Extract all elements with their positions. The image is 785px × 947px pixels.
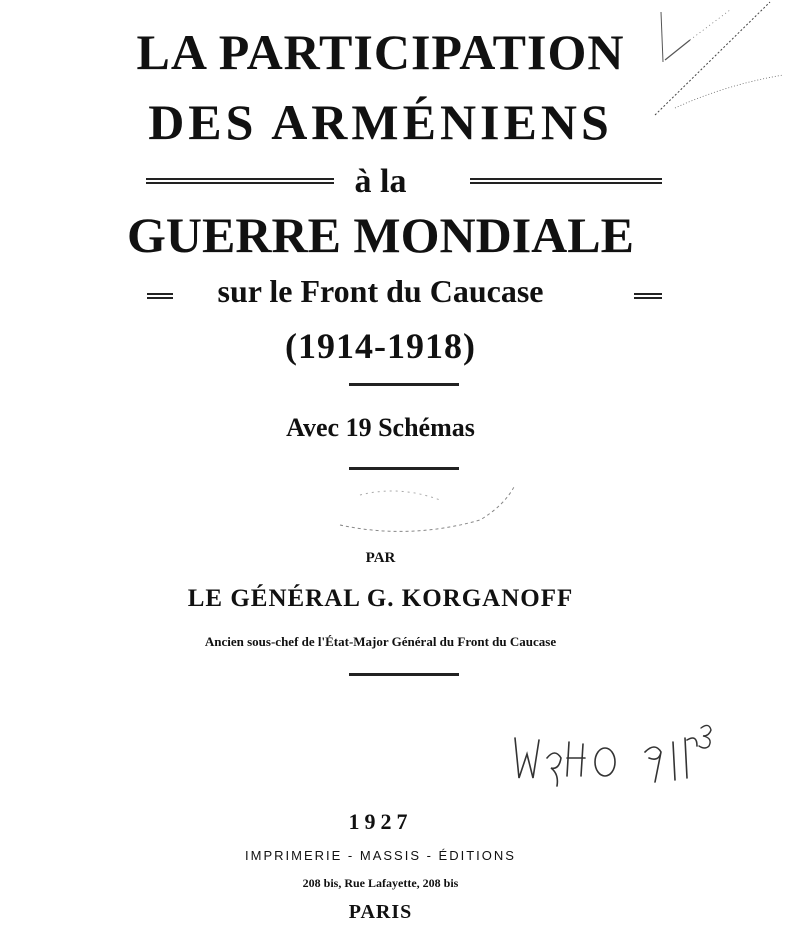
title-line-2: DES ARMÉNIENS <box>148 94 613 150</box>
ornament-small-rule-right <box>634 293 662 299</box>
publisher-line: IMPRIMERIE - MASSIS - ÉDITIONS <box>245 848 516 863</box>
ornament-double-rule-right <box>470 178 662 184</box>
title-years: (1914-1918) <box>285 326 476 366</box>
divider-rule-3 <box>349 673 459 676</box>
pencil-marks-top-right <box>635 0 785 120</box>
title-line-3: à la <box>354 163 407 200</box>
handwritten-shelf-mark <box>505 718 765 798</box>
author-position: Ancien sous-chef de l'État-Major Général du Front du Caucase <box>204 634 557 649</box>
title-line-1: LA PARTICIPATION <box>136 24 625 80</box>
title-line-4: GUERRE MONDIALE <box>127 207 634 263</box>
divider-rule-1 <box>349 383 459 386</box>
library-stamp-faint <box>320 465 520 545</box>
publication-year: 1927 <box>348 809 413 834</box>
publication-city: PARIS <box>348 901 413 923</box>
title-line-5: sur le Front du Caucase <box>217 273 544 309</box>
subtitle: Avec 19 Schémas <box>286 413 475 442</box>
publisher-address: 208 bis, Rue Lafayette, 208 bis <box>302 876 459 890</box>
author-name: LE GÉNÉRAL G. KORGANOFF <box>187 585 574 612</box>
by-label: PAR <box>365 550 396 566</box>
